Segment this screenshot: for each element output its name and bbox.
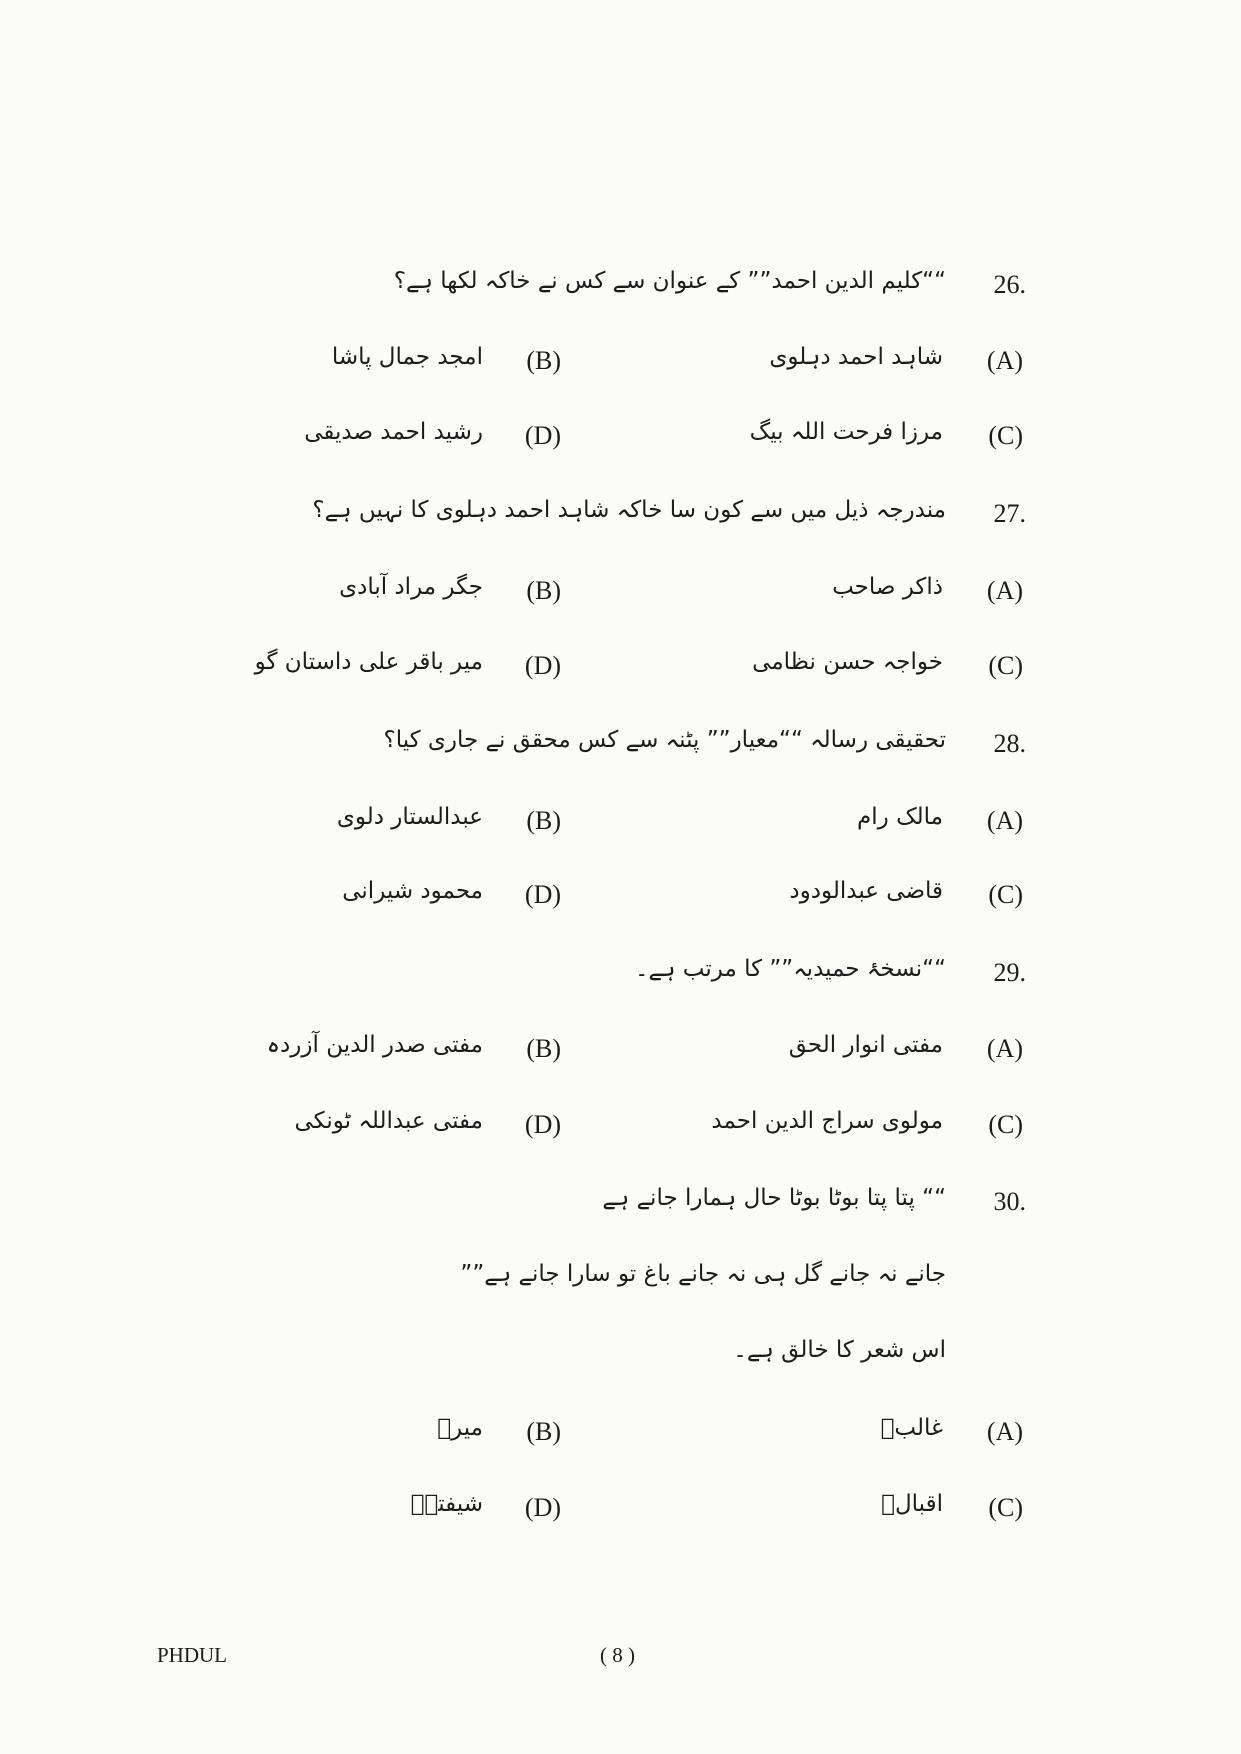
option-letter: (B) [526,346,561,375]
page-number: ( 8 ) [600,1643,635,1667]
option-letter: (C) [988,1493,1023,1522]
option-letter: (A) [986,576,1023,605]
option-text: محمود شیرانی [342,878,483,904]
option-letter: (D) [524,651,561,680]
option-text: جگر مراد آبادی [339,574,483,600]
option-letter: (B) [526,1417,561,1446]
option-text: شیفتہؔ [410,1491,483,1517]
option-letter: (A) [986,1034,1023,1063]
option-text: عبدالستار دلوی [336,804,483,830]
options-row-cd [0,421,1241,461]
option-text: میر باقر علی داستان گو [254,649,483,675]
question-number: 30. [993,1187,1026,1216]
option-letter: (A) [986,346,1023,375]
option-letter: (D) [524,1493,561,1522]
option-letter: (D) [524,421,561,450]
option-text: مرزا فرحت اللہ بیگ [749,419,943,445]
option-letter: (C) [988,1110,1023,1139]
option-letter: (C) [988,651,1023,680]
option-letter: (B) [526,576,561,605]
question-number: 26. [993,270,1026,299]
question-28 [0,729,1241,769]
options-row-ab [0,346,1241,386]
option-text: مولوی سراج الدین احمد [711,1108,943,1134]
option-letter: (C) [988,880,1023,909]
question-text: تحقیقی رسالہ ““معیار”” پٹنہ سے کس محقق نے جاری کیا؟ [383,727,946,753]
question-number: 29. [993,958,1026,987]
option-text: ذاکر صاحب [832,574,943,600]
verse-line-2: جانے نہ جانے گل ہی نہ جانے باغ تو سارا جانے ہے”” [460,1261,946,1287]
option-text: مفتی انوار الحق [788,1032,943,1058]
option-letter: (D) [524,880,561,909]
question-30-verse-2 [0,1263,1241,1303]
options-row-cd [0,651,1241,691]
paper-code: PHDUL [157,1643,228,1667]
options-row-cd [0,1493,1241,1533]
option-letter: (C) [988,421,1023,450]
question-text: ““کلیم الدین احمد”” کے عنوان سے کس نے خاکہ لکھا ہے؟ [393,268,946,294]
question-number: 28. [993,729,1026,758]
option-letter: (D) [524,1110,561,1139]
options-row-ab [0,1417,1241,1457]
options-row-ab [0,576,1241,616]
option-letter: (B) [526,806,561,835]
question-text: ““نسخۂ حمیدیہ”” کا مرتب ہے۔ [635,956,946,982]
option-letter: (A) [986,1417,1023,1446]
question-30-prompt [0,1339,1241,1379]
option-letter: (B) [526,1034,561,1063]
option-text: امجد جمال پاشا [331,344,483,370]
option-text: مفتی صدر الدین آزردہ [266,1032,483,1058]
question-27 [0,499,1241,539]
option-text: مفتی عبداللہ ٹونکی [294,1108,483,1134]
option-text: قاضی عبدالودود [789,878,943,904]
question-text: اس شعر کا خالق ہے۔ [733,1337,946,1363]
question-text: مندرجہ ذیل میں سے کون سا خاکہ شاہد احمد دہلوی کا نہیں ہے؟ [312,497,946,523]
verse-line-1: ““ پتا پتا بوٹا بوٹا حال ہمارا جانے ہے [602,1185,946,1211]
option-text: غالبؔ [880,1415,943,1441]
options-row-ab [0,806,1241,846]
question-number: 27. [993,499,1026,528]
option-text: مالک رام [857,804,943,830]
options-row-cd [0,1110,1241,1150]
question-26 [0,270,1241,310]
option-text: اقبالؔ [881,1491,943,1517]
option-text: شاہد احمد دہلوی [769,344,943,370]
question-29 [0,958,1241,998]
option-text: خواجہ حسن نظامی [752,649,943,675]
option-text: میرؔ [437,1415,483,1441]
options-row-cd [0,880,1241,920]
option-letter: (A) [986,806,1023,835]
option-text: رشید احمد صدیقی [304,419,483,445]
question-30 [0,1187,1241,1227]
options-row-ab [0,1034,1241,1074]
